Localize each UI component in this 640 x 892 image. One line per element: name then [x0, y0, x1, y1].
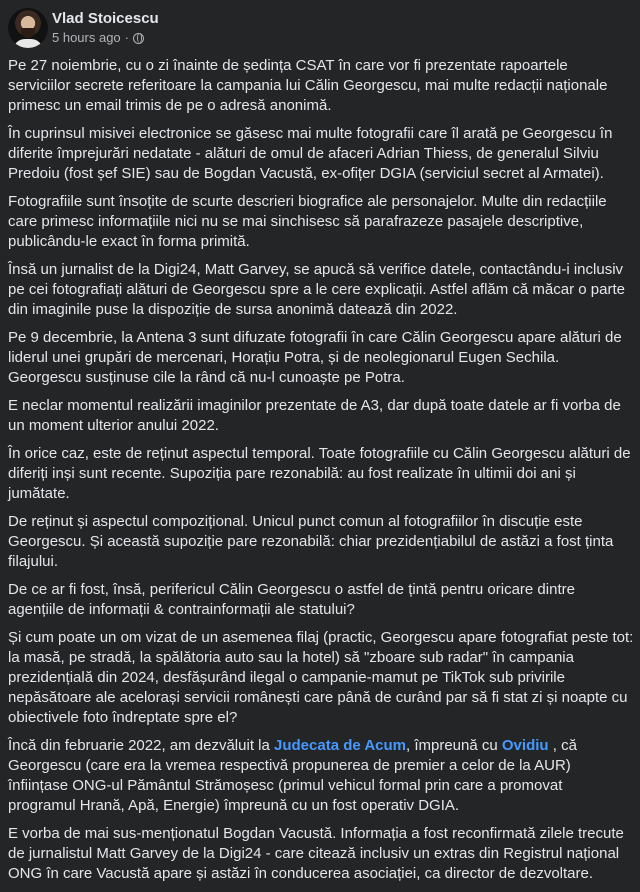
avatar-shirt — [13, 39, 43, 48]
post-body — [8, 56, 634, 892]
post-timestamp[interactable]: 5 hours ago — [52, 30, 121, 45]
post-paragraph-5: Pe 9 decembrie, la Antena 3 sunt difuzate fotografii în care Călin Georgescu apare alături de liderul unei grupări de mercenari, Horațiu Potra, și de neolegionarul Eugen Sechila. Georgescu susținuse cile la rând că nu-l cunoaște pe Potra. — [8, 329, 622, 386]
post-paragraph-7: În orice caz, este de reținut aspectul temporal. Toate fotografiile cu Călin Georgescu alături de diferiți inși sunt recente. Supoziția pare rezonabilă: au fost realizate în ultimii doi ani și jumătate. — [8, 445, 631, 502]
paragraph-text: , împreună cu — [406, 737, 502, 754]
post-meta — [52, 30, 144, 46]
paragraph-text: , că Georgescu (care era la vremea respectivă propunerea de premier a celor de la AUR) înființase ONG-ul Pământul Strămoșesc (primul vehicul formal prin care a promovat programul Hrană, Apă, Energie) împreună cu un fost operativ DGIA. — [8, 737, 577, 814]
post-paragraph-6: E neclar momentul realizării imaginilor prezentate de A3, dar după toate datele ar fi vorba de un moment ulterior anului 2022. — [8, 397, 621, 434]
post-paragraph-9: De ce ar fi fost, însă, perifericul Călin Georgescu o astfel de țintă pentru oricare dintre agențiile de informații & contrainformații ale statului? — [8, 581, 575, 618]
author-avatar[interactable] — [8, 8, 48, 48]
paragraph-text: Încă din februarie 2022, am dezvăluit la — [8, 737, 274, 754]
meta-separator: · — [124, 30, 130, 45]
globe-icon[interactable] — [133, 33, 144, 44]
author-name[interactable]: Vlad Stoicescu — [52, 10, 159, 27]
post-paragraph-1: Pe 27 noiembrie, cu o zi înainte de ședința CSAT în care vor fi prezentate rapoartele serviciilor secrete referitoare la campania lui Călin Georgescu, mai multe redacții naționale primesc un email trimis de pe o adresă anonimă. — [8, 57, 608, 114]
post-paragraph-10: Și cum poate un om vizat de un asemenea filaj (practic, Georgescu apare fotografiat peste tot: la masă, pe stradă, la spălătoria auto sau la hotel) să "zboare sub radar" în campania prezidențială din 2024, desfășurând ilegal o campanie-mamut pe TikTok sub privirile nepăsătoare ale acelorași servicii românești care până de curând par să fi stat zi și noapte cu obiectivele foto îndreptate spre el? — [8, 629, 634, 726]
post-paragraph-3: Fotografiile sunt însoțite de scurte descrieri biografice ale personajelor. Multe din redacțiile care primesc informațiile nici nu se mai sinchisesc să parafrazeze pasajele descriptive, publicându-le exact în forma primită. — [8, 193, 607, 250]
avatar-beard — [21, 28, 35, 38]
post-paragraph-4: Însă un jurnalist de la Digi24, Matt Garvey, se apucă să verifice datele, contactându-i inclusiv pe cei fotografiați alături de Georgescu spre a le cere explicații. Astfel aflăm că măcar o parte din imaginile puse la dispoziție de sursa anonimă datează din 2022. — [8, 261, 625, 318]
page-link-judecata-de-acum[interactable]: Judecata de Acum — [274, 737, 406, 754]
user-link-ovidiu[interactable]: Ovidiu — [501, 737, 549, 754]
post-paragraph-8: De reținut și aspectul compozițional. Unicul punct comun al fotografiilor în discuție este Georgescu. Și această supoziție pare rezonabilă: chiar prezidențiabilul de astăzi a fost ținta filajului. — [8, 513, 614, 570]
post-paragraph-11 — [8, 736, 634, 816]
post-paragraph-12: E vorba de mai sus-menționatul Bogdan Vacustă. Informația a fost reconfirmată zilele trecute de jurnalistul Matt Garvey de la Digi24 - care citează inclusiv un extras din Registrul național ONG în care Vacustă apare și astăzi în conducerea asociației, ca director de dezvoltare. — [8, 825, 624, 882]
post-paragraph-2: În cuprinsul misivei electronice se găsesc mai multe fotografii care îl arată pe Georgescu în diferite împrejurări nedatate - alături de omul de afaceri Adrian Thiess, de generalul Silviu Predoiu (fost șef SIE) sau de Bogdan Vacustă, ex-ofițer DGIA (serviciul secret al Armatei). — [8, 125, 613, 182]
post-header — [8, 8, 628, 50]
